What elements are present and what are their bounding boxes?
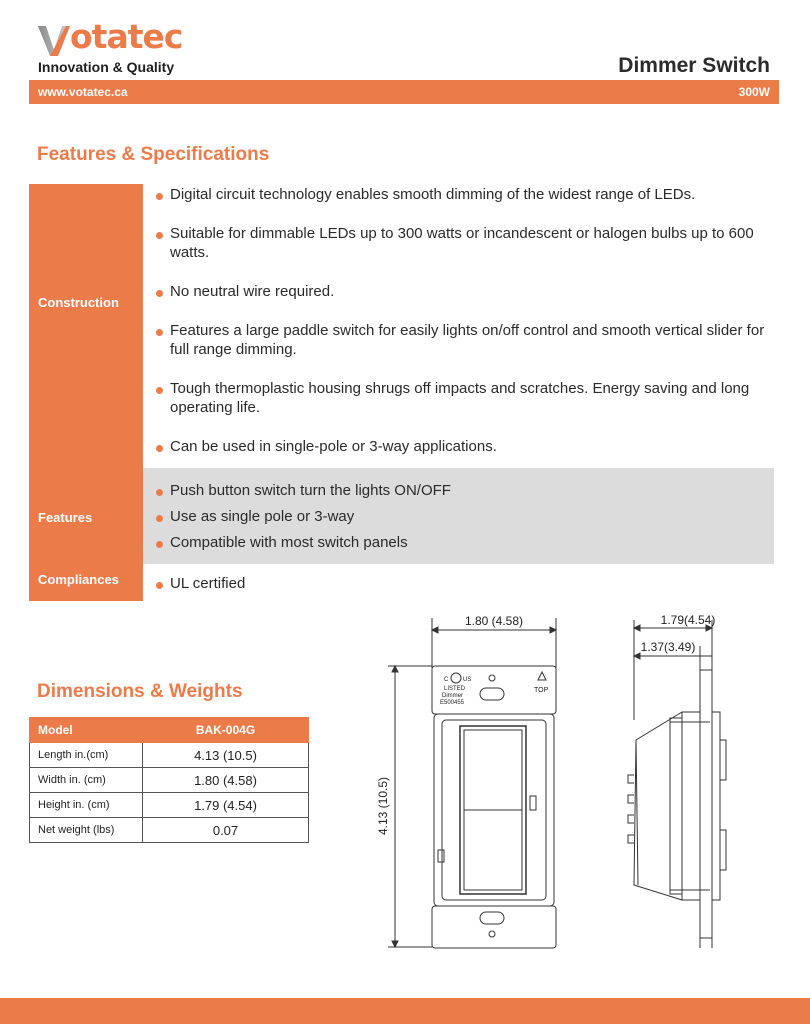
list-item: Digital circuit technology enables smooth dimming of the widest range of LEDs. — [146, 185, 781, 204]
list-item: Compatible with most switch panels — [146, 533, 766, 552]
header-bar — [29, 80, 779, 104]
svg-text:LISTED: LISTED — [444, 686, 466, 692]
product-title: Dimmer Switch — [618, 54, 770, 77]
list-item: Suitable for dimmable LEDs up to 300 watts or incandescent or halogen bulbs up to 600 watts. — [146, 224, 781, 262]
brand-tagline: Innovation & Quality — [38, 59, 175, 75]
table-row — [30, 743, 309, 768]
svg-text:1.79(4.54): 1.79(4.54) — [660, 613, 716, 627]
svg-text:Dimmer: Dimmer — [442, 693, 463, 699]
table-cell: Height in. (cm) — [30, 793, 143, 818]
table-cell: Width in. (cm) — [30, 768, 143, 793]
svg-text:1.80 (4.58): 1.80 (4.58) — [464, 614, 524, 628]
list-item: Can be used in single-pole or 3-way applications. — [146, 437, 781, 456]
table-cell: 1.79 (4.54) — [143, 793, 309, 818]
construction-list — [146, 185, 781, 476]
svg-text:E500455: E500455 — [440, 700, 465, 706]
dimensions-heading: Dimensions & Weights — [37, 681, 243, 702]
svg-text:US: US — [463, 677, 472, 683]
table-row — [30, 793, 309, 818]
svg-text:1.37(3.49): 1.37(3.49) — [640, 640, 696, 654]
svg-text:C: C — [444, 677, 449, 683]
list-item: Tough thermoplastic housing shrugs off impacts and scratches. Energy saving and long operating life. — [146, 379, 781, 417]
table-header: Model — [30, 718, 143, 743]
features-list — [146, 481, 766, 559]
table-cell: 4.13 (10.5) — [143, 743, 309, 768]
features-label-cell — [29, 468, 143, 564]
table-cell: 0.07 — [143, 818, 309, 843]
wattage-label: 300W — [738, 85, 770, 99]
features-heading: Features & Specifications — [37, 144, 270, 165]
table-header: BAK-004G — [143, 718, 309, 743]
side-depth-dimension — [634, 613, 715, 720]
list-item: UL certified — [146, 574, 766, 593]
list-item: Use as single pole or 3-way — [146, 507, 766, 526]
svg-text:TOP: TOP — [534, 687, 549, 694]
switch-front-view — [432, 666, 556, 948]
dimensions-table — [29, 717, 309, 843]
technical-drawing — [370, 600, 770, 960]
website-link[interactable]: www.votatec.ca — [38, 85, 128, 99]
logo-wordmark: otatec — [70, 17, 183, 56]
front-height-dimension — [376, 666, 432, 947]
table-row — [30, 818, 309, 843]
compliances-label-cell — [29, 564, 143, 601]
list-item: Features a large paddle switch for easily lights on/off control and smooth vertical slider for full range dimming. — [146, 321, 781, 359]
table-row — [30, 768, 309, 793]
footer-bar — [0, 998, 810, 1024]
table-cell: Length in.(cm) — [30, 743, 143, 768]
list-item: Push button switch turn the lights ON/OFF — [146, 481, 766, 500]
table-cell: 1.80 (4.58) — [143, 768, 309, 793]
features-label: Features — [38, 510, 93, 525]
switch-side-view — [628, 656, 726, 948]
front-width-dimension — [432, 614, 556, 668]
compliances-list — [146, 574, 766, 593]
table-header-row — [30, 718, 309, 743]
construction-label: Construction — [38, 295, 119, 310]
table-cell: Net weight (lbs) — [30, 818, 143, 843]
list-item: No neutral wire required. — [146, 282, 781, 301]
compliances-label: Compliances — [38, 572, 119, 587]
construction-label-cell — [29, 184, 143, 468]
svg-text:4.13 (10.5): 4.13 (10.5) — [376, 776, 390, 836]
